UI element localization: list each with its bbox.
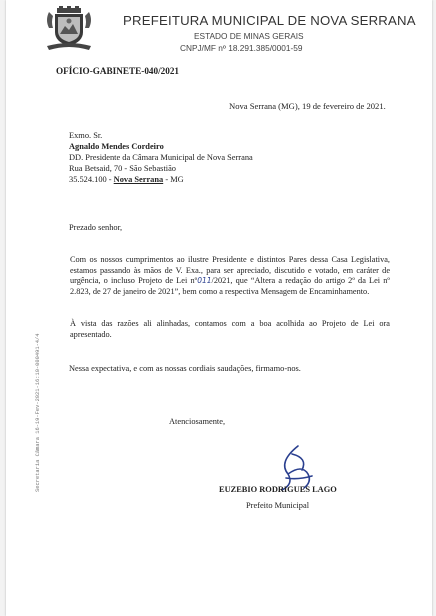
paragraph-1 [70, 255, 390, 297]
header-cnpj: CNPJ/MF nº 18.291.385/0001-59 [180, 43, 303, 53]
handwritten-bill-number: 011 [197, 276, 212, 286]
closing: Atenciosamente, [169, 417, 226, 426]
recipient-salutation: Exmo. Sr. [69, 131, 103, 140]
greeting: Prezado senhor, [69, 223, 123, 232]
recipient-name: Agnaldo Mendes Cordeiro [69, 142, 164, 151]
letter-reference: OFÍCIO-GABINETE-040/2021 [56, 66, 180, 76]
recipient-cep-line [69, 175, 184, 184]
recipient-cep: 35.524.100 - [69, 175, 112, 184]
header-title: PREFEITURA MUNICIPAL DE NOVA SERRANA [123, 13, 416, 28]
recipient-street: Rua Betsaid, 70 - São Sebastião [69, 164, 176, 173]
header-state: ESTADO DE MINAS GERAIS [194, 31, 304, 41]
signer-title: Prefeito Municipal [246, 501, 310, 510]
letter-date: Nova Serrana (MG), 19 de fevereiro de 2021. [229, 101, 386, 111]
signer-name: EUZEBIO RODRIGUES LAGO [219, 485, 337, 494]
municipal-crest-icon [43, 6, 95, 50]
recipient-city: Nova Serrana [113, 175, 164, 184]
paragraph-3: Nessa expectativa, e com as nossas cordiais saudações, firmamo-nos. [69, 364, 301, 373]
letter-page [6, 0, 432, 616]
paragraph-2: À vista das razões ali alinhadas, contamos com a boa acolhida ao Projeto de Lei ora apresentado. [70, 319, 390, 339]
paragraph-1-text-b: /2021, que “Altera a redação do artigo 2º da Lei nº 2.823, de 27 de janeiro de 2021”, bem como a respectiva Mensagem de Encaminhamento. [70, 276, 391, 296]
paragraph-1-text-a: Com os nossos cumprimentos ao ilustre Presidente e distintos Pares dessa Casa Legislativa, estamos passando às mãos de V. Exa., para ser apreciado, discutido e votado, em caráter de urgência, o incluso Projeto de Lei nº [70, 255, 390, 286]
recipient-state: - MG [165, 175, 184, 184]
recipient-role: DD. Presidente da Câmara Municipal de Nova Serrana [69, 153, 253, 162]
side-protocol-stamp: Secretaria Câmara 16-19-Fev-2021-16:10-000491-4/4 [35, 333, 41, 492]
